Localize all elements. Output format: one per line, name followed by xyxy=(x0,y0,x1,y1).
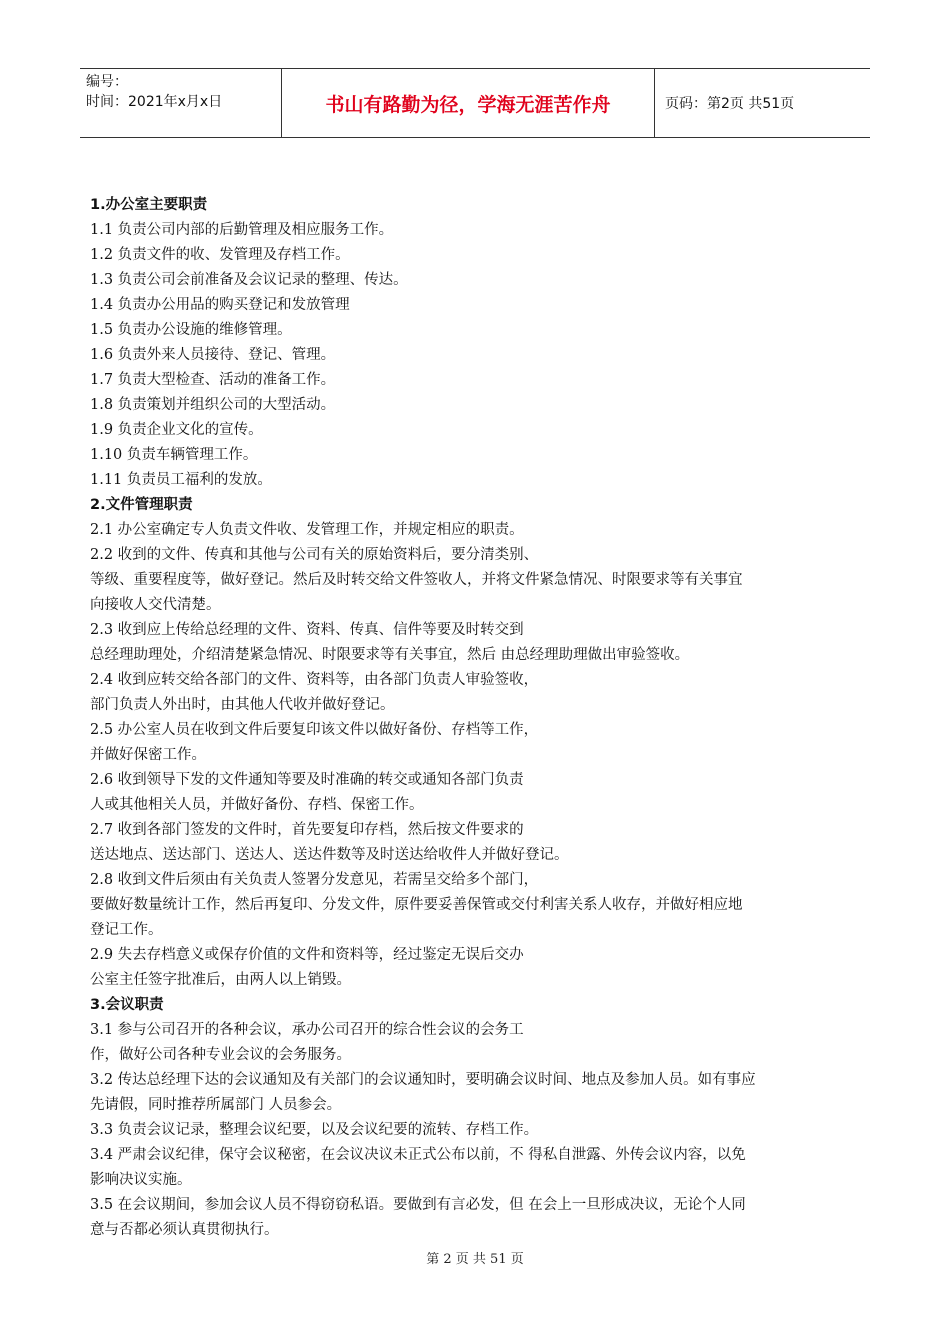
paragraph-line: 意与否都必须认真贯彻执行。 xyxy=(90,1222,279,1238)
paragraph-line: 1.2 负责文件的收、发管理及存档工作。 xyxy=(90,247,350,263)
paragraph-line: 3.5 在会议期间，参加会议人员不得窃窃私语。要做到有言必发，但 在会上一旦形成决议，无论个人同 xyxy=(90,1197,746,1213)
paragraph-line: 2.1 办公室确定专人负责文件收、发管理工作，并规定相应的职责。 xyxy=(90,522,524,538)
paragraph-line: 登记工作。 xyxy=(90,922,163,938)
page-footer: 第 2 页 共 51 页 xyxy=(426,1252,524,1267)
paragraph-line: 3.2 传达总经理下达的会议通知及有关部门的会议通知时，要明确会议时间、地点及参加人员。如有事应 xyxy=(90,1072,756,1088)
paragraph-line: 1.7 负责大型检查、活动的准备工作。 xyxy=(90,372,336,388)
paragraph-line: 2.8 收到文件后须由有关负责人签署分发意见，若需呈交给多个部门， xyxy=(90,872,539,888)
paragraph-line: 要做好数量统计工作，然后再复印、分发文件，原件要妥善保管或交付利害关系人收存，并做好相应地 xyxy=(90,897,743,913)
paragraph-line: 1.6 负责外来人员接待、登记、管理。 xyxy=(90,347,336,363)
paragraph-line: 1.3 负责公司会前准备及会议记录的整理、传达。 xyxy=(90,272,408,288)
paragraph-line: 1.9 负责企业文化的宣传。 xyxy=(90,422,263,438)
paragraph-line: 作，做好公司各种专业会议的会务服务。 xyxy=(90,1047,351,1063)
section-heading: 3.会议职责 xyxy=(90,997,164,1013)
header-motto: 书山有路勤为径，学海无涯苦作舟 xyxy=(282,69,655,137)
section-heading: 1.办公室主要职责 xyxy=(90,197,208,213)
paragraph-line: 2.5 办公室人员在收到文件后要复印该文件以做好备份、存档等工作， xyxy=(90,722,539,738)
paragraph-line: 1.1 负责公司内部的后勤管理及相应服务工作。 xyxy=(90,222,394,238)
paragraph-line: 送达地点、送达部门、送达人、送达件数等及时送达给收件人并做好登记。 xyxy=(90,847,569,863)
paragraph-line: 2.6 收到领导下发的文件通知等要及时准确的转交或通知各部门负责 xyxy=(90,772,524,788)
paragraph-line: 2.4 收到应转交给各部门的文件、资料等，由各部门负责人审验签收， xyxy=(90,672,539,688)
section-heading: 2.文件管理职责 xyxy=(90,497,193,513)
header-meta xyxy=(80,69,282,137)
paragraph-line: 1.5 负责办公设施的维修管理。 xyxy=(90,322,292,338)
paragraph-line: 2.2 收到的文件、传真和其他与公司有关的原始资料后，要分清类别、 xyxy=(90,547,539,563)
document-number-label: 编号： xyxy=(86,74,128,90)
paragraph-line: 1.8 负责策划并组织公司的大型活动。 xyxy=(90,397,336,413)
paragraph-line: 部门负责人外出时，由其他人代收并做好登记。 xyxy=(90,697,395,713)
paragraph-line: 人或其他相关人员，并做好备份、存档、保密工作。 xyxy=(90,797,424,813)
paragraph-line: 2.7 收到各部门签发的文件时，首先要复印存档，然后按文件要求的 xyxy=(90,822,524,838)
paragraph-line: 3.4 严肃会议纪律，保守会议秘密，在会议决议未正式公布以前，不 得私自泄露、外传会议内容，以免 xyxy=(90,1147,746,1163)
paragraph-line: 先请假，同时推荐所属部门 人员参会。 xyxy=(90,1097,342,1113)
paragraph-line: 公室主任签字批准后，由两人以上销毁。 xyxy=(90,972,351,988)
page-header xyxy=(80,68,870,138)
paragraph-line: 等级、重要程度等，做好登记。然后及时转交给文件签收人，并将文件紧急情况、时限要求等有关事宜 xyxy=(90,572,743,588)
paragraph-line: 1.4 负责办公用品的购买登记和发放管理 xyxy=(90,297,350,313)
paragraph-line: 向接收人交代清楚。 xyxy=(90,597,221,613)
paragraph-line: 影响决议实施。 xyxy=(90,1172,192,1188)
paragraph-line: 1.10 负责车辆管理工作。 xyxy=(90,447,258,463)
paragraph-line: 1.11 负责员工福利的发放。 xyxy=(90,472,272,488)
paragraph-line: 3.1 参与公司召开的各种会议，承办公司召开的综合性会议的会务工 xyxy=(90,1022,524,1038)
paragraph-line: 总经理助理处，介绍清楚紧急情况、时限要求等有关事宜，然后 由总经理助理做出审验签收。 xyxy=(90,647,690,663)
paragraph-line: 3.3 负责会议记录，整理会议纪要，以及会议纪要的流转、存档工作。 xyxy=(90,1122,539,1138)
paragraph-line: 2.9 失去存档意义或保存价值的文件和资料等，经过鉴定无误后交办 xyxy=(90,947,524,963)
document-body xyxy=(90,193,865,1243)
document-time-label: 时间：2021年x月x日 xyxy=(86,94,223,110)
paragraph-line: 并做好保密工作。 xyxy=(90,747,206,763)
paragraph-line: 2.3 收到应上传给总经理的文件、资料、传真、信件等要及时转交到 xyxy=(90,622,524,638)
header-page-number: 页码：第2页 共51页 xyxy=(665,96,795,112)
